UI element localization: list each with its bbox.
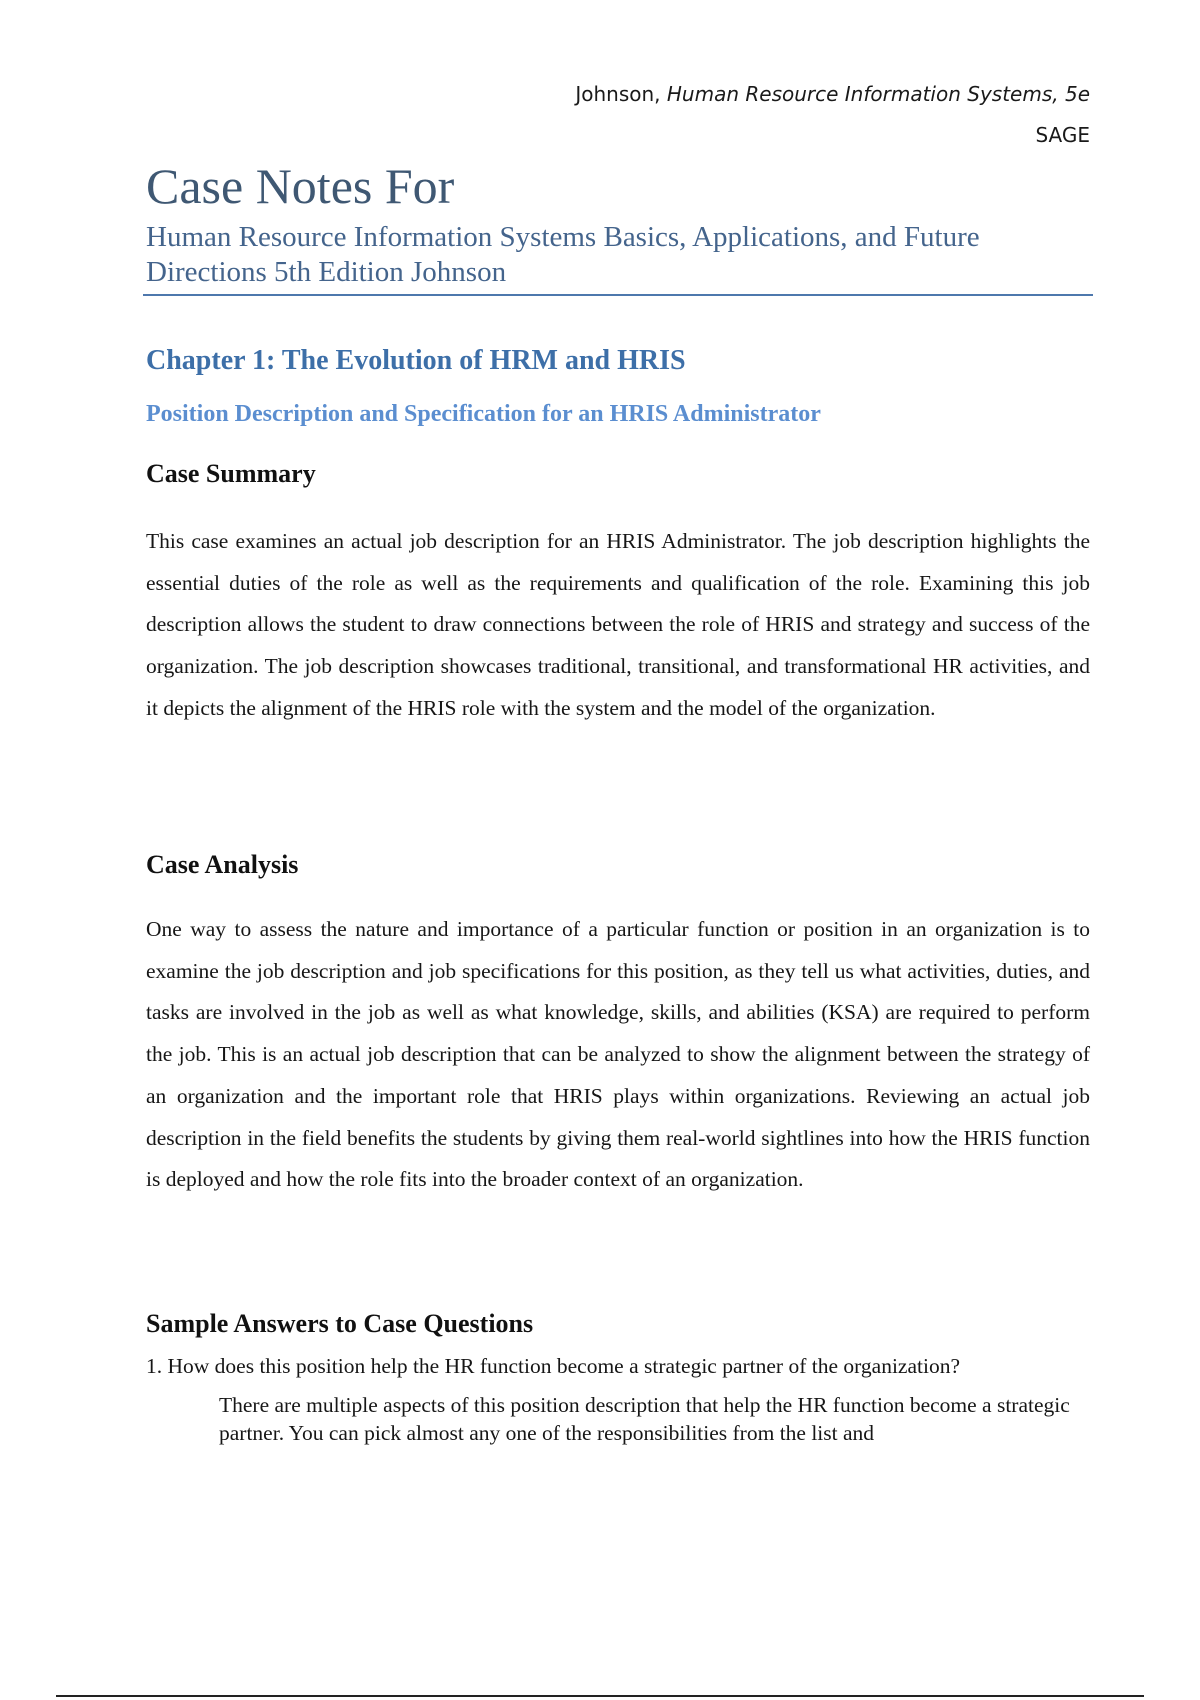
header-publisher: SAGE <box>1035 123 1090 147</box>
running-header <box>575 74 1090 156</box>
case-title: Position Description and Specification for an HRIS Administrator <box>146 401 821 427</box>
case-summary-paragraph: This case examines an actual job description for an HRIS Administrator. The job description highlights the essential duties of the role as well as the requirements and qualification of the role. Examining this job description allows the student to draw connections between the role of HRIS and strategy and success of the organization. The job description showcases traditional, transitional, and transformational HR activities, and it depicts the alignment of the HRIS role with the system and the model of the organization. <box>146 529 1090 720</box>
case-analysis-heading: Case Analysis <box>146 850 299 879</box>
question-1: 1. How does this position help the HR function become a strategic partner of the organization? <box>146 1354 960 1378</box>
case-analysis-paragraph: One way to assess the nature and importance of a particular function or position in an organization is to examine the job description and job specifications for this position, as they tell us what activities, duties, and tasks are involved in the job as well as what knowledge, skills, and abilities (KSA) are required to perform the job. This is an actual job description that can be analyzed to show the alignment between the strategy of an organization and the important role that HRIS plays within organizations. Reviewing an actual job description in the field benefits the students by giving them real-world sightlines into how the HRIS function is deployed and how the role fits into the broader context of an organization. <box>146 917 1090 1192</box>
sample-answers-heading: Sample Answers to Case Questions <box>146 1309 534 1338</box>
header-author: Johnson, <box>575 82 661 106</box>
header-citation <box>575 74 1090 115</box>
title-block <box>146 156 1092 290</box>
header-book-title: Human Resource Information Systems, 5e <box>666 82 1090 106</box>
chapter-heading: Chapter 1: The Evolution of HRM and HRIS <box>146 345 686 376</box>
answer-1: There are multiple aspects of this position description that help the HR function become a strategic partner. You can pick almost any one of the responsibilities from the list and <box>219 1393 1070 1445</box>
document-title: Case Notes For <box>146 158 455 214</box>
case-summary-heading: Case Summary <box>146 459 316 488</box>
document-subtitle: Human Resource Information Systems Basics, Applications, and Future Directions 5th Edition Johnson <box>146 221 980 288</box>
title-divider <box>143 294 1093 296</box>
footer-divider <box>56 1695 1144 1697</box>
